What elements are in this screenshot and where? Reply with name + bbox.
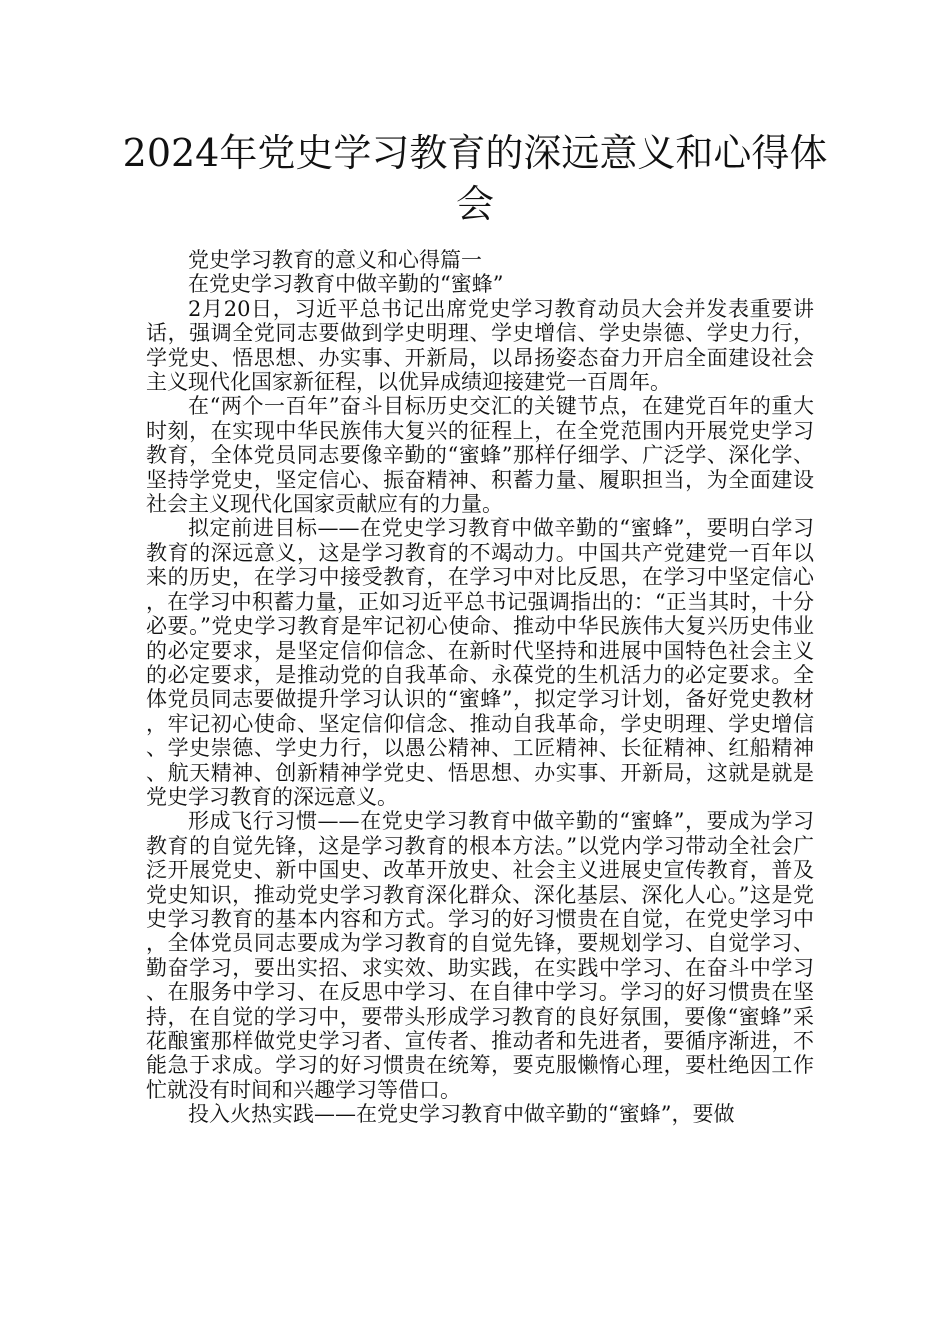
body-paragraph: 拟定前进目标——在党史学习教育中做辛勤的“蜜蜂”，要明白学习教育的深远意义，这是学习教育的不竭动力。中国共产党建党一百年以来的历史，在学习中接受教育，在学习中对比反思，在学习中坚定信心，在学习中积蓄力量，正如习近平总书记强调指出的：“正当其时，十分必要。”党史学习教育是牢记初心使命、推动中华民族伟大复兴历史伟业的必定要求，是坚定信仰信念、在新时代坚持和进展中国特色社会主义的必定要求，是推动党的自我革命、永葆党的生机活力的必定要求。全体党员同志要做提升学习认识的“蜜蜂”，拟定学习计划，备好党史教材，牢记初心使命、坚定信仰信念、推动自我革命，学史明理、学史增信、学史崇德、学史力行，以愚公精神、工匠精神、长征精神、红船精神、航天精神、创新精神学党史、悟思想、办实事、开新局，这就是就是党史学习教育的深远意义。 <box>146 516 814 809</box>
body-paragraph: 2月20日，习近平总书记出席党史学习教育动员大会并发表重要讲话，强调全党同志要做到学史明理、学史增信、学史崇德、学史力行，学党史、悟思想、办实事、开新局，以昂扬姿态奋力开启全面建设社会主义现代化国家新征程，以优异成绩迎接建党一百周年。 <box>146 296 814 395</box>
body-paragraph: 形成飞行习惯——在党史学习教育中做辛勤的“蜜蜂”，要成为学习教育的自觉先锋，这是学习教育的根本方法。”以党内学习带动全社会广泛开展党史、新中国史、改革开放史、社会主义进展史宣传教育，普及党史知识，推动党史学习教育深化群众、深化基层、深化人心。”这是党史学习教育的基本内容和方式。学习的好习惯贵在自觉，在党史学习中，全体党员同志要成为学习教育的自觉先锋，要规划学习、自觉学习、勤奋学习，要出实招、求实效、助实践，在实践中学习、在奋斗中学习、在服务中学习、在反思中学习、在自律中学习。学习的好习惯贵在坚持，在自觉的学习中，要带头形成学习教育的良好氛围，要像“蜜蜂”采花酿蜜那样做党史学习者、宣传者、推动者和先进者，要循序渐进，不能急于求成。学习的好习惯贵在统筹，要克服懒惰心理，要杜绝因工作忙就没有时间和兴趣学习等借口。 <box>146 809 814 1102</box>
body-paragraph: 投入火热实践——在党史学习教育中做辛勤的“蜜蜂”，要做 <box>188 1102 735 1127</box>
article-subtitle: 在党史学习教育中做辛勤的“蜜蜂” <box>188 272 504 297</box>
document-title: 2024年党史学习教育的深远意义和心得体会 <box>122 131 828 226</box>
document-body <box>146 248 814 1127</box>
body-paragraph: 在“两个一百年”奋斗目标历史交汇的关键节点，在建党百年的重大时刻，在实现中华民族伟大复兴的征程上，在全党范围内开展党史学习教育，全体党员同志要像辛勤的“蜜蜂”那样仔细学、广泛学、深化学、坚持学党史，坚定信心、振奋精神、积蓄力量、履职担当，为全面建设社会主义现代化国家贡献应有的力量。 <box>146 394 814 517</box>
section-heading: 党史学习教育的意义和心得篇一 <box>188 248 482 272</box>
